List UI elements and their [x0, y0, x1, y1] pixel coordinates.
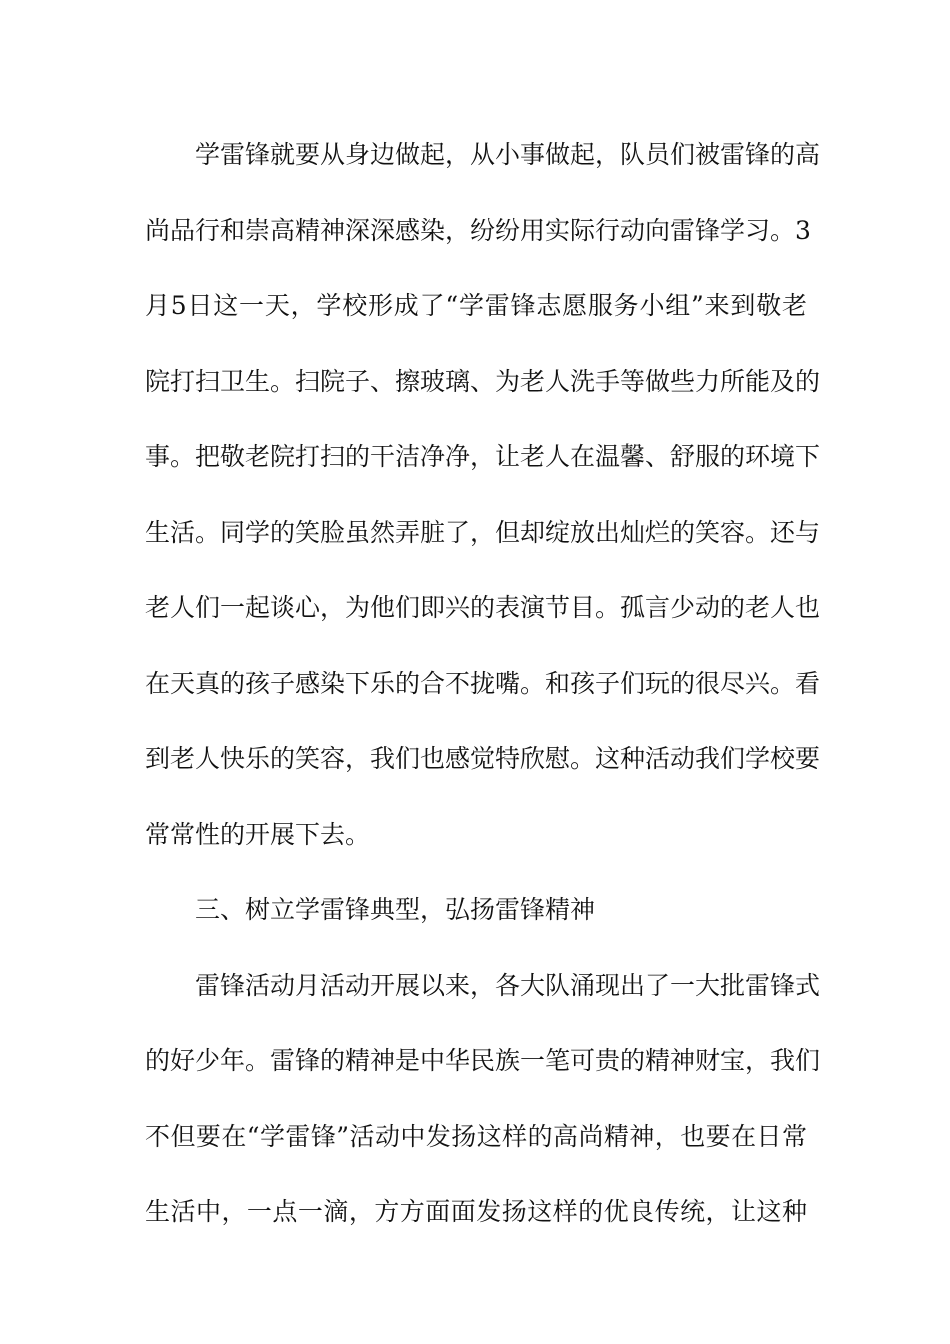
- document-body: [145, 128, 821, 1261]
- section-heading: 三、树立学雷锋典型，弘扬雷锋精神: [195, 895, 596, 924]
- paragraph-line: 月5日这一天，学校形成了“学雷锋志愿服务小组”来到敬老: [145, 291, 807, 320]
- paragraph-line: 到老人快乐的笑容，我们也感觉特欣慰。这种活动我们学校要: [145, 744, 821, 773]
- paragraph-line: 生活中，一点一滴，方方面面发扬这样的优良传统，让这种: [145, 1197, 807, 1226]
- paragraph-line: 学雷锋就要从身边做起，从小事做起，队员们被雷锋的高: [195, 140, 821, 169]
- paragraph-line: 事。把敬老院打扫的干洁净净，让老人在温馨、舒服的环境下: [145, 442, 821, 471]
- paragraph-line: 雷锋活动月活动开展以来，各大队涌现出了一大批雷锋式: [195, 970, 821, 1000]
- paragraph-line: 生活。同学的笑脸虽然弄脏了，但却绽放出灿烂的笑容。还与: [145, 517, 821, 547]
- paragraph-line: 常常性的开展下去。: [145, 819, 371, 849]
- paragraph-line: 尚品行和崇高精神深深感染，纷纷用实际行动向雷锋学习。3: [145, 215, 811, 245]
- paragraph-line: 的好少年。雷锋的精神是中华民族一笔可贵的精神财宝，我们: [145, 1046, 821, 1075]
- paragraph-line: 院打扫卫生。扫院子、擦玻璃、为老人洗手等做些力所能及的: [145, 366, 821, 396]
- paragraph-line: 老人们一起谈心，为他们即兴的表演节目。孤言少动的老人也: [145, 593, 821, 622]
- paragraph-line: 不但要在“学雷锋”活动中发扬这样的高尚精神，也要在日常: [145, 1121, 807, 1151]
- paragraph-line: 在天真的孩子感染下乐的合不拢嘴。和孩子们玩的很尽兴。看: [145, 668, 821, 698]
